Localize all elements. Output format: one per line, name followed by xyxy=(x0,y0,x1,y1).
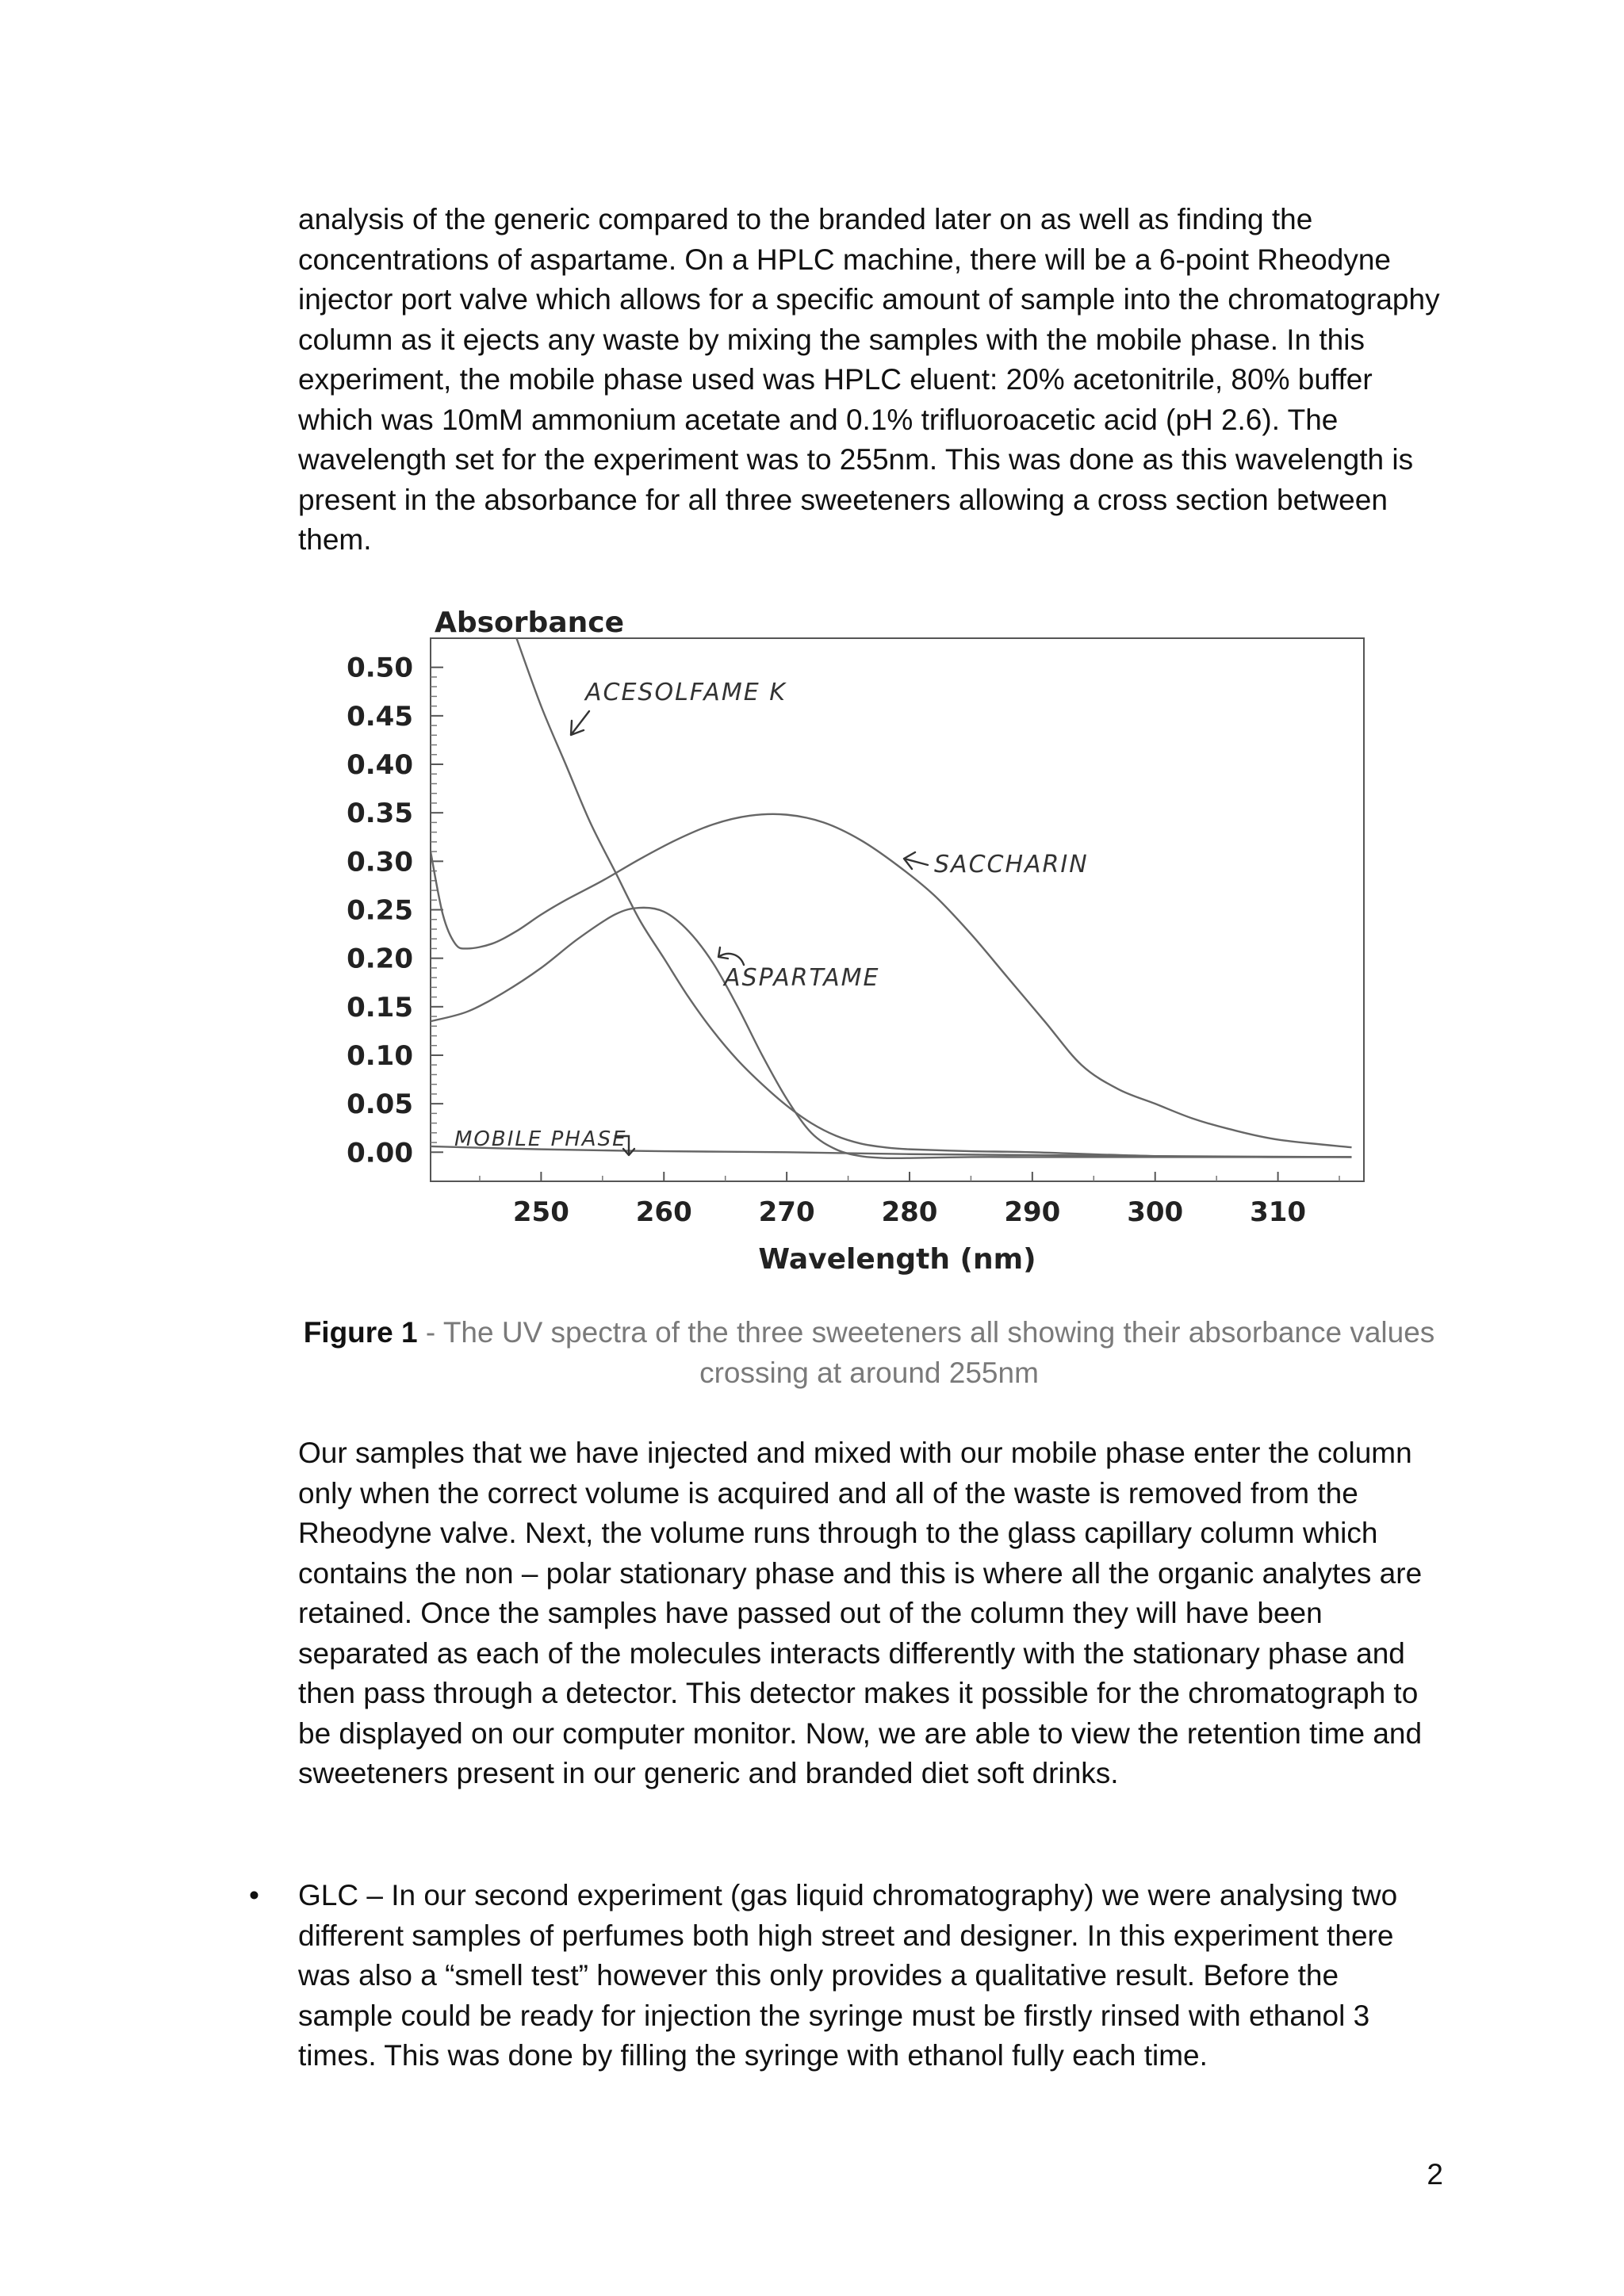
y-tick-label: 0.10 xyxy=(347,1039,413,1072)
x-tick-label: 300 xyxy=(1127,1196,1184,1228)
annotation-arrow-acesulfame-k xyxy=(571,711,589,735)
annotation-arrow-aspartame xyxy=(718,947,744,965)
y-tick-label: 0.45 xyxy=(347,700,413,733)
series-line-aspartame xyxy=(431,908,1352,1158)
y-tick-label: 0.05 xyxy=(347,1089,413,1121)
x-tick-label: 250 xyxy=(512,1196,569,1228)
caption-separator: - xyxy=(417,1316,443,1349)
y-tick-label: 0.35 xyxy=(347,798,413,830)
y-tick-label: 0.40 xyxy=(347,749,413,782)
body-paragraph-column: Our samples that we have injected and mixed with our mobile phase enter the column only when the correct volume is acquired and all of the waste is removed from the Rheodyne valve. Next, the volume runs through to the glass capillary column which contains the non – polar stationary phase and this is where all the organic analytes are retained. Once the samples have passed out of the column they will have been separated as each of the molecules interacts differently with the stationary phase and then pass through a detector. This detector makes it possible for the chromatograph to be displayed on our computer monitor. Now, we are able to view the retention time and sweeteners present in our generic and branded diet soft drinks. xyxy=(298,1437,1423,1789)
x-tick-label: 290 xyxy=(1004,1196,1061,1228)
annotation-acesulfame-k: ACESOLFAME K xyxy=(585,679,787,706)
y-tick-label: 0.15 xyxy=(347,991,413,1024)
uv-spectra-chart xyxy=(331,599,1394,1288)
body-paragraph-glc: GLC – In our second experiment (gas liquid chromatography) we were analysing two different samples of perfumes both high street and designer. In this experiment there was also a “smell test” however this only provides a qualitative result. Before the sample could be ready for injection the syringe must be firstly rinsed with ethanol 3 times. This was done by filling the syringe with ethanol fully each time. xyxy=(298,1879,1398,2072)
uv-spectra-figure xyxy=(331,599,1394,1288)
series-line-acesulfame-k xyxy=(516,638,1351,1158)
y-tick-label: 0.50 xyxy=(347,652,413,684)
series-line-saccharin xyxy=(431,814,1352,1147)
plot-frame xyxy=(431,638,1364,1181)
caption-text: The UV spectra of the three sweeteners all showing their absorbance values crossing at around 255nm xyxy=(442,1316,1435,1389)
y-axis-label: Absorbance xyxy=(435,607,624,639)
page-number: 2 xyxy=(1427,2158,1443,2191)
body-paragraph-hplc: analysis of the generic compared to the branded later on as well as finding the concentrations of aspartame. On a HPLC machine, there will be a 6-point Rheodyne injector port valve which allows for a specific amount of sample into the chromatography column as it ejects any waste by mixing the samples with the mobile phase. In this experiment, the mobile phase used was HPLC eluent: 20% acetonitrile, 80% buffer which was 10mM ammonium acetate and 0.1% trifluoroacetic acid (pH 2.6). The wavelength set for the experiment was to 255nm. This was done as this wavelength is present in the absorbance for all three sweeteners allowing a cross section between them. xyxy=(298,203,1440,556)
x-tick-label: 260 xyxy=(635,1196,692,1228)
annotation-saccharin: SACCHARIN xyxy=(934,851,1089,878)
y-tick-label: 0.20 xyxy=(347,943,413,975)
annotation-mobile-phase: MOBILE PHASE xyxy=(454,1127,627,1151)
y-tick-label: 0.25 xyxy=(347,894,413,927)
x-tick-label: 280 xyxy=(881,1196,938,1228)
annotation-arrow-saccharin xyxy=(904,852,928,869)
bullet-marker: • xyxy=(249,1879,259,1911)
x-tick-label: 270 xyxy=(758,1196,815,1228)
x-tick-label: 310 xyxy=(1250,1196,1307,1228)
figure-caption xyxy=(298,1313,1440,1393)
x-axis-label: Wavelength (nm) xyxy=(758,1243,1036,1276)
figure-label: Figure 1 xyxy=(303,1316,418,1349)
y-tick-label: 0.30 xyxy=(347,846,413,878)
annotation-aspartame: ASPARTAME xyxy=(724,964,880,992)
y-tick-label: 0.00 xyxy=(347,1137,413,1169)
